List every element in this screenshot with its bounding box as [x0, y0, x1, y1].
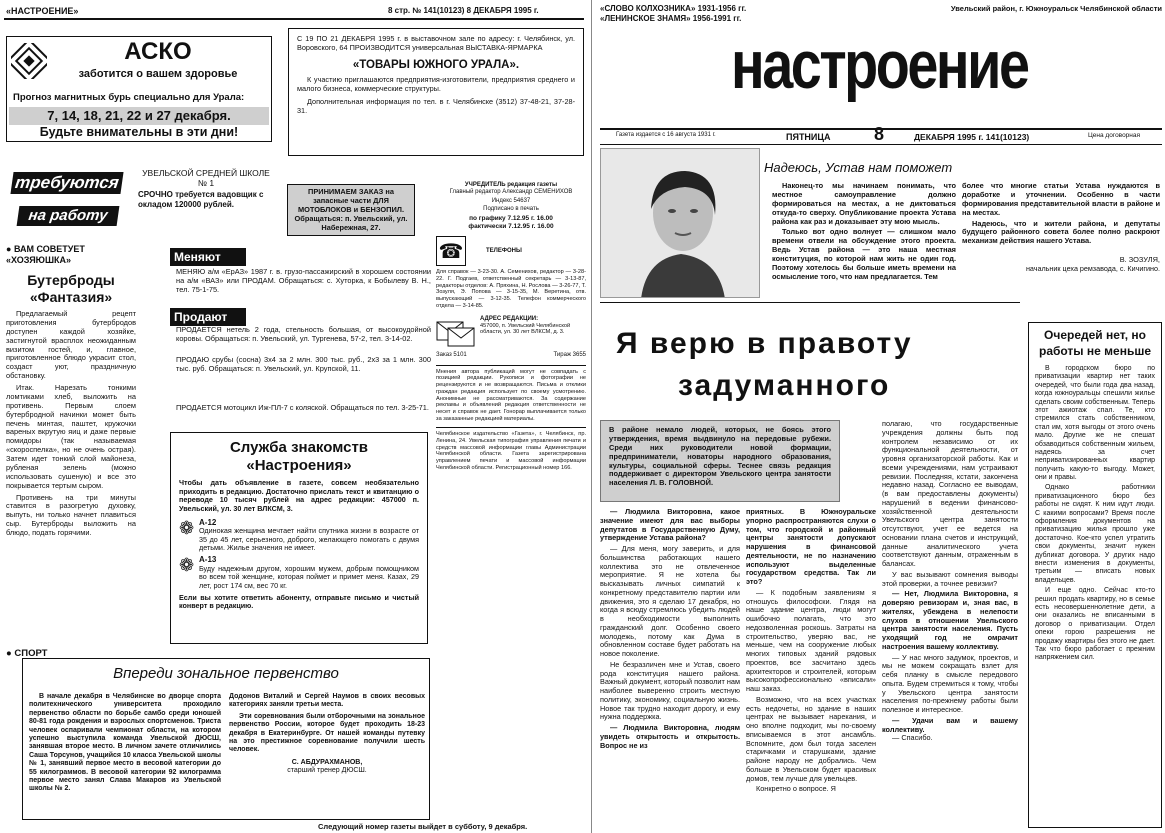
required-label-2: на работу	[17, 206, 120, 226]
charter-col1	[772, 182, 956, 282]
disclaimer: Мнения автора публикаций могут не совпадать с позицией редакции. Рукописи и фотографии не рецензируются и не возвращаются. Письма и отклики граждан редакция использует по своему усмотрению. Анонимные не рассматриваются. За содержание рекламы и объявлений редакция ответственности не несет и справок не дает. Гонорар выплачивается только за заказанные редакцией материалы.	[436, 368, 586, 422]
main-headline-2: задуманного	[678, 369, 891, 402]
circulation: Тираж 3655	[553, 351, 586, 358]
asko-logo-icon	[11, 43, 47, 79]
charter-sign: В. ЗОЗУЛЯ,	[1119, 255, 1160, 265]
fair-body: К участию приглашаются предприятия-изготовители, предприятия среднего и малого бизнеса, коммерческие структуры.	[297, 75, 575, 94]
interview-q3b: — Нет, Людмила Викторовна, я доверяю ревизорам и, зная вас, в жителях, убеждена в нелепости слухов в отношении Увельского центра занятости населения. Пусть уходящий год не омрачит настроения вашему коллективу.	[882, 589, 1018, 651]
dating-box	[170, 432, 428, 644]
imprint-rule-2	[436, 427, 586, 428]
imprint-column	[436, 182, 586, 472]
sell-head: Продают	[170, 308, 246, 326]
interview-q4: — Удачи вам и вашему коллективу.	[882, 715, 1018, 734]
interview-a2: — К подобным заявлениям я отношусь философски. Глядя на наше здание центра, люди могут ошибочно полагать, что это недозволенная роскошь. Затраты на строительство, уверяю вас, не меньше, чем на сооружение любых многих типовых зданий рядовых проектов, все засчитано здесь архитекторов и строителей, которым высокопрофессионально «вписали» наш заказ.	[746, 587, 876, 693]
interview-q2: — Людмила Викторовна, людям увидеть открытость и открытость. Вопрос не из	[600, 723, 740, 750]
imprint-index: Индекс 54637	[491, 198, 531, 205]
asko-title: АСКО	[124, 38, 192, 65]
charter-p2: Только вот одно волнует — слишком мало времени отвели на обсуждение этого проекта. Ведь Устав района — это наша местная конституция, по которой нам жить не один год. Поэтому хотелось бы больше иметь времени на осмысление того, что нам предлагается. Тем	[772, 227, 956, 281]
sport-col1: В начале декабря в Челябинске во дворце спорта политехнического университета проходило первенство области по борьбе самбо среди юношей 80-81 года рождения и взрослых спортсменов. Триста человек оспаривали чемпионат области, на котором успешно выступила команда Увельской ДЮСШ, занявшая второе место. В личном зачете отличились Саша Торсунов, учащийся 10 класса Увельской школы № 1, занявший первое место в весовой категории до 55 килограммов. В весовой категории 92 килограмма первое место занял Слава Макаров из Увельской школы № 2.	[29, 693, 221, 793]
ad-text-a12: Одинокая женщина мечтает найти спутника жизни в возрасте от 35 до 45 лет, серьезного, доброго, желающего помогать с двумя детьми. Жилье значения не имеет.	[199, 526, 419, 553]
advice-column	[6, 244, 136, 538]
school-body: СРОЧНО требуется вадовщик с окладом 120000 рублей.	[138, 190, 264, 209]
footer-note: Следующий номер газеты выйдет в субботу, 9 декабря.	[318, 822, 528, 831]
asko-forecast: Прогноз магнитных бурь специально для Урала:	[13, 92, 245, 103]
sport-box	[22, 658, 430, 820]
top-rule	[4, 18, 584, 20]
interview-a1b: Не безразличен мне и Устав, своего рода конституция нашего района. Важный документ, который позволит нам наиболее выверенно строить местную политику, экономику, социальную жизнь. Новое так трудно находит дорогу, и ему нужна поддержка.	[600, 659, 740, 722]
right-page	[596, 0, 1165, 833]
required-label: требуются	[10, 172, 123, 194]
telephone-icon: ☎	[436, 236, 466, 266]
flower-icon: ❁	[179, 517, 195, 539]
imprint-sign: Подписано в печать	[483, 205, 539, 212]
bullet-icon: ●	[6, 648, 15, 659]
school-head: УВЕЛЬСКОЙ СРЕДНЕЙ ШКОЛЕ № 1	[142, 168, 270, 189]
region-line: Увельский район, г. Южноуральск Челябинской области	[950, 4, 1162, 13]
charter-title: Надеюсь, Устав нам поможет	[764, 160, 953, 175]
lead-box: В районе немало людей, которых, не боясь этого утверждения, время выдвинуло на передовые рубежи. Среди них руководители новой формации, предприниматели, новаторы народного образования, культуры, социальной сферы. Теснее связь редакция поддерживает с директором Увельского центра занятости населения Л. В. ГОЛОВНОЙ.	[600, 420, 840, 502]
fair-ad	[288, 28, 584, 156]
sell-a1: ПРОДАЕТСЯ нетель 2 года, стельность большая, от высокоудойной коровы. Обращаться: п. Увельский, ул. Тургенева, 57-2, тел. 3-14-02.	[176, 325, 431, 343]
imprint-schedule: по графику 7.12.95 г. 16.00	[469, 214, 553, 222]
section-rule	[600, 302, 1020, 303]
ad-code-a12: А-12	[199, 517, 217, 527]
imprint-rule	[436, 365, 586, 366]
running-head: «НАСТРОЕНИЕ»	[6, 6, 79, 16]
issue-line: 8 стр. № 141(10123) 8 ДЕКАБРЯ 1995 г.	[388, 6, 539, 15]
dating-title-2: «Настроения»	[246, 457, 352, 474]
woman-portrait-photo	[600, 148, 760, 298]
interview-a5: — Спасибо.	[892, 733, 933, 743]
issue-day: 8	[874, 124, 885, 144]
exchange-head: Меняют	[170, 248, 246, 266]
imprint-editor: Главный редактор Александр СЕМЕНИХОВ	[449, 189, 573, 196]
side-title: Очередей нет, но работы не меньше	[1038, 328, 1151, 358]
charter-col2	[962, 182, 1160, 274]
sport-col3: Эти соревнования были отборочными на зональное первенство России, которое будет проходить 18-23 декабря в Екатеринбурге. От нашей команды путевку на это престижное соревнование получили шесть человек.	[229, 712, 425, 754]
interview-a2c: Конкретно о вопросе. Я	[756, 784, 836, 794]
charter-sign-title: начальник цеха ремзавода, с. Кичигино.	[1025, 264, 1160, 273]
interview-a3: полагаю, что государственные учреждения должны быть под контролем независимо от их функциональной деятельности, от уровня организаторской работы. Как и всеми учреждениями, нам устраивают ревизии. Последняя, кстати, закончена недавно назад. Согласно ее выводам, (в вам предоставлены документы) нарушений в ведении финансово-хозяйственной деятельности Увельского центра занятости отсутствуют, учет ее ведется на основании плана счетов и инструкций, данные аналитического учета соответствуют данным, отраженным в балансах.	[882, 419, 1018, 568]
address-head: АДРЕС РЕДАКЦИИ:	[480, 315, 539, 322]
charter-p4: Надеюсь, что и жители района, и депутаты будущего районного совета более полно раскроют механизм действия нашего Устава.	[962, 218, 1160, 246]
founded-line: Газета издается с 16 августа 1931 г.	[616, 132, 716, 138]
dating-intro: Чтобы дать объявление в газете, совсем необязательно приходить в редакцию. Достаточно прислать текст и квитанцию о переводе 10 тысяч рублей на адрес редакции: 457000 п. Увельский, ул. 30 лет ВЛКСМ, 3.	[179, 478, 419, 513]
interview-a4: — У нас много задумок, проектов, и мы не можем сокращать взлет для себя планку в смысле передового опыта. Будем стремиться к тому, чтобы у Увельского центра занятости населения по-прежнему работы были полезное и интересное.	[882, 652, 1018, 714]
sport-sign-title: старший тренер ДЮСШ.	[287, 767, 367, 775]
masthead-title: настроение	[730, 27, 1028, 103]
weekday: ПЯТНИЦА	[786, 132, 831, 142]
interview-q3: У вас вызывают сомнения выводы этой проверки, а точнее ревизии?	[882, 569, 1018, 588]
side-p3: И еще одно. Сейчас кто-то решил продать квартиру, но в семье есть несовершеннолетние дети, а они оказались не вписанными в договор о приватизации. Отдел опеки горою разрешения не продажу квартиры без этого не дает. Так что бюро работает с прежним напряжением сил.	[1035, 587, 1155, 662]
asko-dates: 7, 14, 18, 21, 22 и 27 декабря.	[9, 107, 269, 125]
advice-p3: Противень на три минуты ставится в разогретую духовку, выпуть, ни только начнет плавиться сыр. Бутерброды выложить на блюдо, подать горячими.	[6, 492, 136, 537]
fair-info: Дополнительная информация по тел. в г. Челябинске (3512) 37-48-21, 37-28-31.	[297, 96, 575, 115]
sport-title: Впереди зональное первенство	[113, 665, 339, 682]
fair-intro: С 19 ПО 21 ДЕКАБРЯ 1995 г. в выставочном зале по адресу: г. Челябинск, ул. Воровского, 64 ПРОИЗВОДИТСЯ универсальная ВЫСТАВКА-ЯРМАРКА	[297, 34, 575, 52]
dating-title: Служба знакомств	[229, 439, 369, 456]
imprint-founder: УЧРЕДИТЕЛЬ редакция газеты	[464, 182, 558, 188]
interview-a1: — Для меня, могу заверить, и для большинства работающих нашего коллектива это не отвлеченное мероприятие. Я не хотела бы высказывать личных симпатий к конкретному представителю партии или движения, это я сделаю 17 декабря, но когда я всюду стремлюсь убедить людей в необходимости выполнить гражданский долг. Особенно своего молодежь, потому как Дума в обновленном составе будет работать на новое поколение.	[600, 544, 740, 658]
ad-text-a13: Буду надежным другом, хорошим мужем, добрым помощником во всем той женщине, которая поймет и примет меня. Казах, 29 лет, рост 174 см, вес 70 кг.	[199, 563, 419, 590]
old-names: «СЛОВО КОЛХОЗНИКА» 1931-1956 гг. «ЛЕНИНСКОЕ ЗНАМЯ» 1956-1991 гг.	[600, 4, 747, 23]
interview-a2b: Возможно, что на всех участках есть недочеты, но здание в наших центрах не вызывает нарекания, и оно вполне подходит, мы по-своему вписываемся в этот ансамбль. Вспомните, дом был тогда заселен старичками и старушками, здание районе народу не добрались. Чем больше в Увельском будет красивых домов, тем лучше для увельцев.	[746, 694, 876, 783]
charter-p1: Наконец-то мы начинаем понимать, что местное самоуправление должно формироваться на местах, а не диктоваться откуда-то сверху. Опубликование проекта Устава района как раз и доказывает эту мою мысль.	[772, 181, 956, 226]
orders-ad: ПРИНИМАЕМ ЗАКАЗ на запасные части ДЛЯ МОТОБЛОКОВ и БЕНЗОПИЛ. Обращаться: п. Увельский, ул. Набережная, 27.	[287, 184, 415, 236]
envelope-icon	[436, 316, 476, 348]
asko-subtitle: заботится о вашем здоровье	[78, 68, 238, 80]
sport-head: ● СПОРТ	[6, 648, 48, 659]
printer-info: Челябинское издательство «Газета», г. Челябинск, пр. Ленина, 24. Увельская типография управления печати и средств массовой информации главы Администрации Челябинской области. Газета зарегистрирована управлением печати и массовой информации Челябинской области. Регистрационный номер 166.	[436, 431, 586, 471]
main-headline: Я верю в правоту	[616, 327, 913, 360]
sell-a3: ПРОДАЕТСЯ мотоцикл Иж-ПЛ-7 с коляской. Обращаться по тел. 3-25-71.	[176, 403, 429, 412]
charter-p3: более что многие статьи Устава нуждаются в доработке и уточнении. Особенно в части формирования представительной власти в районе и на местах.	[962, 181, 1160, 217]
phones-head: ТЕЛЕФОНЫ	[486, 247, 522, 254]
fair-title: «ТОВАРЫ ЮЖНОГО УРАЛА».	[352, 58, 520, 71]
exchange-body: МЕНЯЮ а/м «ЕрАЗ» 1987 г. в. грузо-пассажирский в хорошем состоянии на а/м «ВАЗ» или ПРОДАМ. Обращаться: с. Хуторка, к Бобылеву В. Н., тел. 75-1-75.	[176, 267, 431, 294]
ad-code-a13: А-13	[199, 555, 217, 565]
asko-warning: Будьте внимательны в эти дни!	[39, 125, 239, 139]
interview-q2b: приятных. В Южноуральске упорно распространяются слухи о том, что городской и районный центры занятости допускают нарушения в финансовой деятельности, не по назначению используют выделенные государством средства. Так ли это?	[746, 507, 876, 586]
side-p2: Однако работники приватизационного бюро без работы не сидят. К ним идут люди. С какими вопросами? Время после оформления документов на приватизацию жилья прошло уже достаточно. Кое-кто успел утратить свои документы, значит нужен дубликат договора. У других надо внести изменения в документы, третьим — вписать новых владельцев.	[1035, 484, 1155, 584]
school-ad	[138, 168, 274, 210]
sport-sign: С. АБДУРАХМАНОВ,	[291, 758, 363, 766]
interview-q1: — Людмила Викторовна, какое значение имеют для вас выборы депутатов в Государственную Думу, утверждение Устава района?	[600, 507, 740, 543]
page-gutter	[591, 0, 592, 833]
address-text: 457000, п. Увельский Челябинской области, ул. 30 лет ВЛКСМ, д. 3.	[480, 322, 571, 336]
advice-title: Бутерброды «Фантазия»	[27, 272, 115, 305]
sell-a2: ПРОДАЮ срубы (сосна) 3х4 за 2 млн. 300 тыс. руб., 2х3 за 1 млн. 300 тыс. руб. Обращаться: п. Увельский, ул. Крупской, 11.	[176, 355, 431, 373]
masthead-rule-2	[600, 144, 1162, 145]
advice-head: ● ВАМ СОВЕТУЕТ «ХОЗЯЮШКА»	[6, 244, 85, 265]
dating-outro: Если вы хотите ответить абоненту, отправьте письмо и чистый конверт в редакцию.	[179, 592, 419, 611]
side-box	[1028, 322, 1162, 828]
side-p1: В городском бюро по приватизации квартир нет таких очередей, что были года два назад, когда южноуральцы спешили жилье сделать своим собственным. Теперь этот ажиотаж спал. Те, кто стремился стать собственником, стал им, хотя выгоды от этого очень мало. Другие же не спешат обзаводиться собственным жильем, надеясь за счет неприватизированных квартир получить какую-то выгоду. Может, они и правы.	[1035, 365, 1155, 482]
asko-ad	[6, 36, 272, 142]
sport-col2: Додонов Виталий и Сергей Наумов в своих весовых категориях заняли третьи места.	[229, 693, 425, 709]
order-number: Заказ 5101	[436, 351, 467, 358]
flower-icon: ❁	[179, 555, 195, 577]
advice-p2: Итак. Нарезать тонкими ломтиками хлеб, выложить на противень. Первым слоем бутербродной начинки может быть печень минтая, паштет, кружочки вареных вкрутую яиц и даже первые помидоры (так называемая «скороспелка», но не очень острая). Затем идет тонкий слой майонеза, рубленая зелень (можно использовать сушеную) и все это покрывается тертым сыром.	[6, 383, 136, 490]
phones-list: Для справок — 3-23-30. А. Семенихов, редактор — 3-28-22. Г. Подгаев, ответственный секретарь — 3-13-87, редакторы отделов: А. Пряхина, Н. Рослова — 3-26-77, Т. Зозуля, Э. Попова — 3-15-35, М. Веретина, отв. выпускающий — 3-12-35. Телефон коммерческого отдела — 3-14-85.	[436, 269, 586, 309]
advice-p1: Предлагаемый рецепт приготовления бутербродов доступен каждой хозяйке, застигнутой врасплох неожиданным визитом гостей, и, главное, приготовленное блюдо украсит стол, создаст уют, праздничную обстановку.	[6, 309, 136, 381]
price: Цена договорная	[1088, 132, 1141, 139]
imprint-fact: фактически 7.12.95 г. 16.00	[468, 222, 554, 230]
bullet-icon: ●	[6, 244, 14, 254]
date-issue: ДЕКАБРЯ 1995 г. 141(10123)	[914, 132, 1030, 142]
